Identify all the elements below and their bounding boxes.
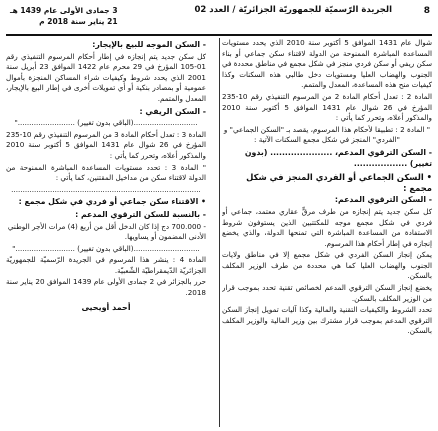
section-heading: - السكن الترقوي المدعم، ..................... (بدون تغيير) ..................	[244, 147, 432, 168]
quoted-clause: " المادة 2 : تطبيقا لأحكام هذا المرسوم، يقصد بـ "السكن الجماعي" و "الفردي" المنجز في شكل مجمع السكنات الآتية :	[223, 124, 431, 145]
quoted-clause: ...................................................................................	[11, 184, 201, 194]
page-number: 8	[423, 6, 430, 16]
page-header	[6, 4, 432, 36]
paragraph: المادة 3 : تعدل أحكام المادة 3 من المرسوم التنفيذي رقم 10-235 المؤرخ في 26 شوال عام 1431 الموافق 5 أكتوبر سنة 2010 والمذكور أعلاه، وتحرر كما يأتي :	[6, 129, 206, 160]
quoted-clause: .............................(الباقي بدون تغيير) .........................."	[12, 243, 200, 253]
section-heading: - السكن الترقوي المدعم:	[334, 195, 432, 205]
paragraph: كل سكن جديد يتم إنجازه في إطار أحكام المرسوم التنفيذي رقم 01-105 المؤرخ في 29 محرم عام 1422 الموافق 23 أبريل سنة 2001 الذي يحدد شروط وكيفيات شراء المساكن المنجزة بأموال عمومية أو بمصادر بنكية أو أي تمويلات أخرى في إطار البيع بالإيجار، المعدل والمتمم.	[6, 51, 206, 103]
left-column	[6, 38, 206, 429]
gazette-title: الجريدة الرّسميّة للجمهوريّة الجزائريّة / العدد 02	[194, 5, 392, 15]
issue-date	[10, 5, 118, 27]
paragraph: يمكن إنجاز السكن الفردي في شكل مجمع إلا في مناطق ولايات الجنوب والهضاب العليا كما هي محددة من طرف الوزير المكلف بالسكن.	[222, 250, 432, 281]
paragraph: " المادة 3 : تحدد مستويات المساعدة المباشرة الممنوحة من الدولة لاقتناء سكن من مداخيل المقتنين، كما يأتي :	[6, 162, 206, 183]
quoted-clause: ............................(الباقي بدون تغيير) ........................."	[14, 118, 198, 128]
section-heading: • الاقتناء سكن جماعي أو فردي في شكل مجمع :	[18, 197, 206, 207]
paragraph: يخضع إنجاز السكن الترقوي المدعم لخصائص تقنية تحدد بموجب قرار من الوزير المكلف بالسكن.	[222, 283, 432, 303]
section-heading: - بالنسبة للسكن الترقوي المدعم :	[75, 209, 206, 219]
section-heading: - السكن الريفي :	[139, 106, 206, 116]
paragraph: شوال عام 1431 الموافق 5 أكتوبر سنة 2010 الذي يحدد مستويات المساعدة المباشرة الممنوحة من الدولة لاقتناء سكن جماعي أو بناء سكن ريفي أو سكن فردي منجز في شكل مجمع في مناطق محددة في الجنوب والهضاب العليا ومستويات دخل طالبي هذه السكنات وكذا كيفيات منح هذه المساعدة، المعدل والمتمم.	[222, 38, 432, 90]
right-column	[222, 38, 432, 429]
column-divider	[219, 38, 220, 427]
date-hijri: 3 جمادى الأولى عام 1439 هـ	[10, 6, 118, 15]
paragraph: حرر بالجزائر في 2 جمادى الأولى عام 1439 الموافق 20 يناير سنة 2018.	[6, 277, 206, 298]
section-heading: - السكن الموجه للبيع بالإيجار:	[92, 40, 206, 49]
list-line: - 700.000 دج إذا كان الدخل أقل من أربع (4) مرات الأجر الوطني الأدنى المضمون أو يساويها.	[7, 221, 206, 242]
paragraph: المادة 4 : ينشر هذا المرسوم في الجريدة الرّسميّة للجمهوريّة الجزائريّة الدّيمقراطيّة الشّعبيّة.	[6, 255, 206, 275]
paragraph: كل سكن جديد يتم إنجازه من طرف مرقٍّ عقاري معتمد، جماعي أو فردي في شكل مجمع موجه للمكتتبين الذين يستوفون شروط الاستفادة من المساعدة المباشرة التي تمنحها الدولة، والذي يخضع إنجازه في إطار أحكام هذا المرسوم.	[222, 206, 432, 248]
paragraph: تحدد الشروط والكيفيات التقنية والمالية وكذا آليات تمويل إنجاز السكن الترقوي المدعم بموجب قرار مشترك بين وزير المالية والوزير المكلف بالسكن.	[222, 305, 432, 336]
main-heading: • السكن الجماعي أو الفردي المنجز في شكل مجمع :	[246, 172, 432, 193]
signature-name: أحمد أويحيى	[81, 302, 131, 312]
paragraph: المادة 2 : تعدل أحكام المادة 2 من المرسوم التنفيذي رقم 10-235 المؤرخ في 26 شوال عام 1431 الموافق 5 أكتوبر سنة 2010 والمذكور أعلاه، وتحرر كما يأتي :	[222, 91, 432, 123]
date-gregorian: 21 يناير سنة 2018 م	[39, 17, 118, 26]
